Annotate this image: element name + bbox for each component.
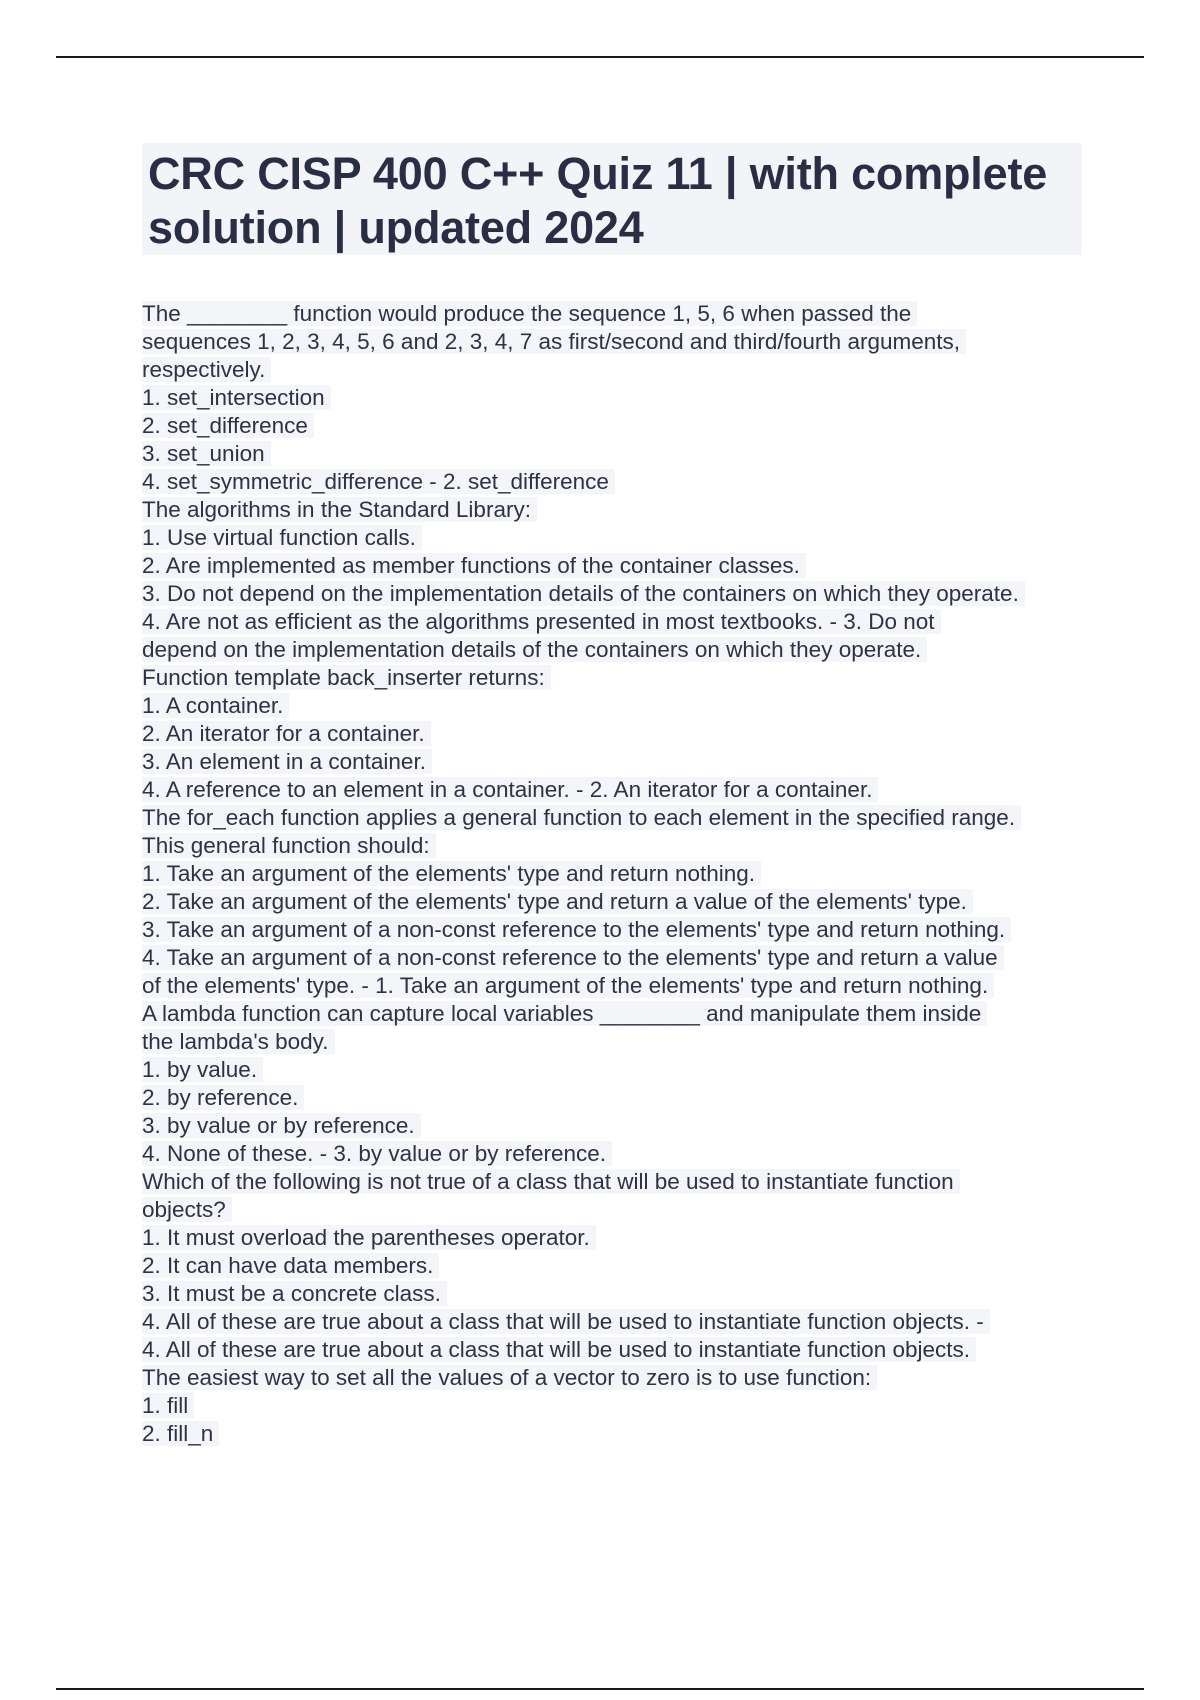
text-line: The for_each function applies a general function to each element in the specified range.	[142, 804, 1092, 832]
text-line: 1. Use virtual function calls.	[142, 524, 1092, 552]
text-line: 1. fill	[142, 1392, 1092, 1420]
text-line: 4. Are not as efficient as the algorithms presented in most textbooks. - 3. Do not	[142, 608, 1092, 636]
text-line: 3. It must be a concrete class.	[142, 1280, 1092, 1308]
text-line: respectively.	[142, 356, 1092, 384]
text-line: 4. Take an argument of a non-const reference to the elements' type and return a value	[142, 944, 1092, 972]
text-line: 2. Are implemented as member functions of the container classes.	[142, 552, 1092, 580]
text-line: 4. None of these. - 3. by value or by reference.	[142, 1140, 1092, 1168]
text-line: Function template back_inserter returns:	[142, 664, 1092, 692]
text-line: 2. set_difference	[142, 412, 1092, 440]
document-title: CRC CISP 400 C++ Quiz 11 | with complete solution | updated 2024	[148, 148, 1048, 253]
text-line: 4. A reference to an element in a container. - 2. An iterator for a container.	[142, 776, 1092, 804]
text-line: 4. All of these are true about a class that will be used to instantiate function objects. -	[142, 1308, 1092, 1336]
text-line: 1. It must overload the parentheses operator.	[142, 1224, 1092, 1252]
text-line: 2. An iterator for a container.	[142, 720, 1092, 748]
document-body	[142, 300, 1092, 1448]
text-line: sequences 1, 2, 3, 4, 5, 6 and 2, 3, 4, 7 as first/second and third/fourth arguments,	[142, 328, 1092, 356]
text-line: 2. Take an argument of the elements' type and return a value of the elements' type.	[142, 888, 1092, 916]
text-line: the lambda's body.	[142, 1028, 1092, 1056]
text-line: 1. set_intersection	[142, 384, 1092, 412]
text-line: objects?	[142, 1196, 1092, 1224]
text-line: The easiest way to set all the values of a vector to zero is to use function:	[142, 1364, 1092, 1392]
top-rule	[56, 56, 1144, 58]
text-line: 3. by value or by reference.	[142, 1112, 1092, 1140]
text-line: depend on the implementation details of the containers on which they operate.	[142, 636, 1092, 664]
title-block	[142, 143, 1082, 255]
text-line: The ________ function would produce the sequence 1, 5, 6 when passed the	[142, 300, 1092, 328]
text-line: 1. A container.	[142, 692, 1092, 720]
text-line: 2. by reference.	[142, 1084, 1092, 1112]
text-line: 1. Take an argument of the elements' type and return nothing.	[142, 860, 1092, 888]
text-line: 3. Do not depend on the implementation details of the containers on which they operate.	[142, 580, 1092, 608]
text-line: Which of the following is not true of a class that will be used to instantiate function	[142, 1168, 1092, 1196]
text-line: 3. set_union	[142, 440, 1092, 468]
text-line: A lambda function can capture local variables ________ and manipulate them inside	[142, 1000, 1092, 1028]
text-line: This general function should:	[142, 832, 1092, 860]
text-line: The algorithms in the Standard Library:	[142, 496, 1092, 524]
text-line: of the elements' type. - 1. Take an argument of the elements' type and return nothing.	[142, 972, 1092, 1000]
text-line: 3. Take an argument of a non-const reference to the elements' type and return nothing.	[142, 916, 1092, 944]
text-line: 2. fill_n	[142, 1420, 1092, 1448]
text-line: 1. by value.	[142, 1056, 1092, 1084]
text-line: 4. set_symmetric_difference - 2. set_difference	[142, 468, 1092, 496]
text-line: 4. All of these are true about a class that will be used to instantiate function objects.	[142, 1336, 1092, 1364]
text-line: 3. An element in a container.	[142, 748, 1092, 776]
text-line: 2. It can have data members.	[142, 1252, 1092, 1280]
bottom-rule	[56, 1688, 1144, 1690]
